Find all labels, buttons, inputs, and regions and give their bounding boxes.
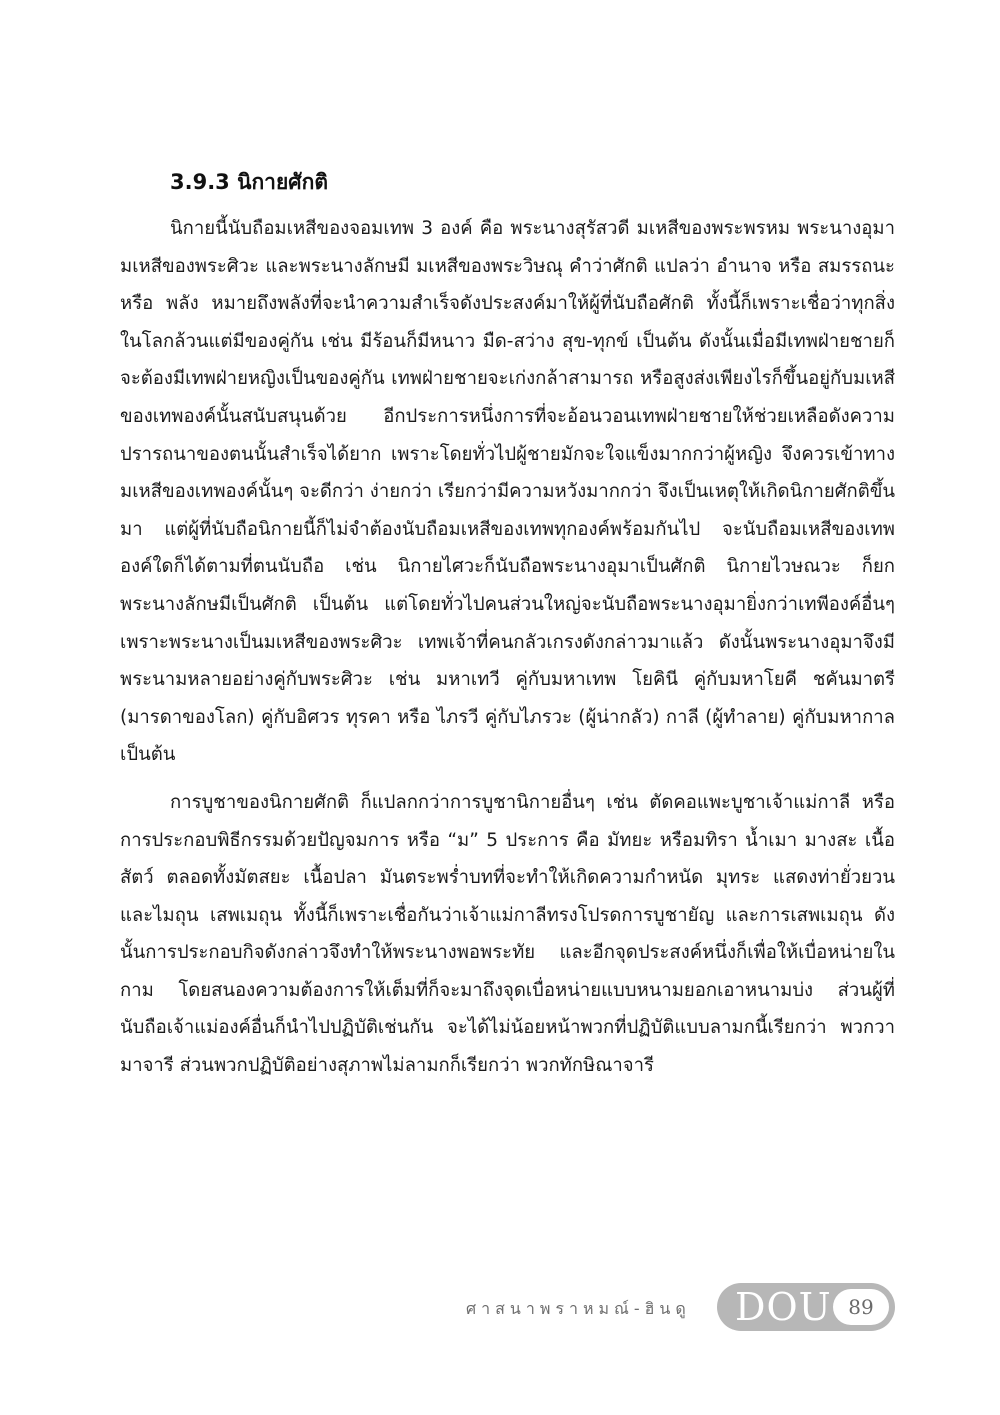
page-number: 89: [848, 1295, 874, 1319]
section-heading: 3.9.3 นิกายศักติ: [170, 170, 328, 194]
footer-book-title: ศาสนาพราหมณ์-ฮินดู: [466, 1299, 691, 1318]
dou-badge: [717, 1283, 895, 1331]
paragraph-1: นิกายนี้นับถือมเหสีของจอมเทพ 3 องค์ คือ พระนางสุรัสวดี มเหสีของพระพรหม พระนางอุมา มเหสีของพระศิวะ และพระนางลักษมี มเหสีของพระวิษณุ คำว่าศักติ แปลว่า อำนาจ หรือ สมรรถนะ หรือ พลัง หมายถึงพลังที่จะนำความสำเร็จดังประสงค์มาให้ผู้ที่นับถือศักติ ทั้งนี้ก็เพราะเชื่อว่าทุกสิ่งในโลกล้วนแต่มีของคู่กัน เช่น มีร้อนก็มีหนาว มืด-สว่าง สุข-ทุกข์ เป็นต้น ดังนั้นเมื่อมีเทพฝ่ายชายก็จะต้องมีเทพฝ่ายหญิงเป็นของคู่กัน เทพฝ่ายชายจะเก่งกล้าสามารถ หรือสูงส่งเพียงไรก็ขึ้นอยู่กับมเหสีของเทพองค์นั้นสนับสนุนด้วย อีกประการหนึ่งการที่จะอ้อนวอนเทพฝ่ายชายให้ช่วยเหลือดังความปรารถนาของตนนั้นสำเร็จได้ยาก เพราะโดยทั่วไปผู้ชายมักจะใจแข็งมากกว่าผู้หญิง จึงควรเข้าทางมเหสีของเทพองค์นั้นๆ จะดีกว่า ง่ายกว่า เรียกว่ามีความหวังมากกว่า จึงเป็นเหตุให้เกิดนิกายศักติขึ้นมา แต่ผู้ที่นับถือนิกายนี้ก็ไม่จำต้องนับถือมเหสีของเทพทุกองค์พร้อมกันไป จะนับถือมเหสีของเทพองค์ใดก็ได้ตามที่ตนนับถือ เช่น นิกายไศวะก็นับถือพระนางอุมาเป็นศักติ นิกายไวษณวะ ก็ยกพระนางลักษมีเป็นศักติ เป็นต้น แต่โดยทั่วไปคนส่วนใหญ่จะนับถือพระนางอุมายิ่งกว่าเทพีองค์อื่นๆ เพราะพระนางเป็นมเหสีของพระศิวะ เทพเจ้าที่คนกลัวเกรงดังกล่าวมาแล้ว ดังนั้นพระนางอุมาจึงมีพระนามหลายอย่างคู่กับพระศิวะ เช่น มหาเทวี คู่กับมหาเทพ โยคินี คู่กับมหาโยคี ชคันมาตรี (มารดาของโลก) คู่กับอิศวร ทุรคา หรือ ไภรวี คู่กับไภรวะ (ผู้น่ากลัว) กาลี (ผู้ทำลาย) คู่กับมหากาล เป็นต้น: [120, 218, 895, 766]
body-text: [120, 210, 895, 1085]
page-number-pill: [833, 1289, 889, 1325]
dou-logo-text: DOU: [735, 1285, 832, 1329]
paragraph-2: การบูชาของนิกายศักติ ก็แปลกกว่าการบูชานิกายอื่นๆ เช่น ตัดคอแพะบูชาเจ้าแม่กาลี หรือการประกอบพิธีกรรมด้วยปัญจมการ หรือ “ม” 5 ประการ คือ มัทยะ หรือมทิรา น้ำเมา มางสะ เนื้อสัตว์ ตลอดทั้งมัตสยะ เนื้อปลา มันตระพร่ำบทที่จะทำให้เกิดความกำหนัด มุทระ แสดงท่ายั่วยวน และไมถุน เสพเมถุน ทั้งนี้ก็เพราะเชื่อกันว่าเจ้าแม่กาลีทรงโปรดการบูชายัญ และการเสพเมถุน ดังนั้นการประกอบกิจดังกล่าวจึงทำให้พระนางพอพระทัย และอีกจุดประสงค์หนึ่งก็เพื่อให้เบื่อหน่ายในกาม โดยสนองความต้องการให้เต็มที่ก็จะมาถึงจุดเบื่อหน่ายแบบหนามยอกเอาหนามบ่ง ส่วนผู้ที่นับถือเจ้าแม่องค์อื่นก็นำไปปฏิบัติเช่นกัน จะได้ไม่น้อยหน้าพวกที่ปฏิบัติแบบลามกนี้เรียกว่า พวกวามาจารี ส่วนพวกปฏิบัติอย่างสุภาพไม่ลามกก็เรียกว่า พวกทักษิณาจารี: [120, 791, 895, 1077]
